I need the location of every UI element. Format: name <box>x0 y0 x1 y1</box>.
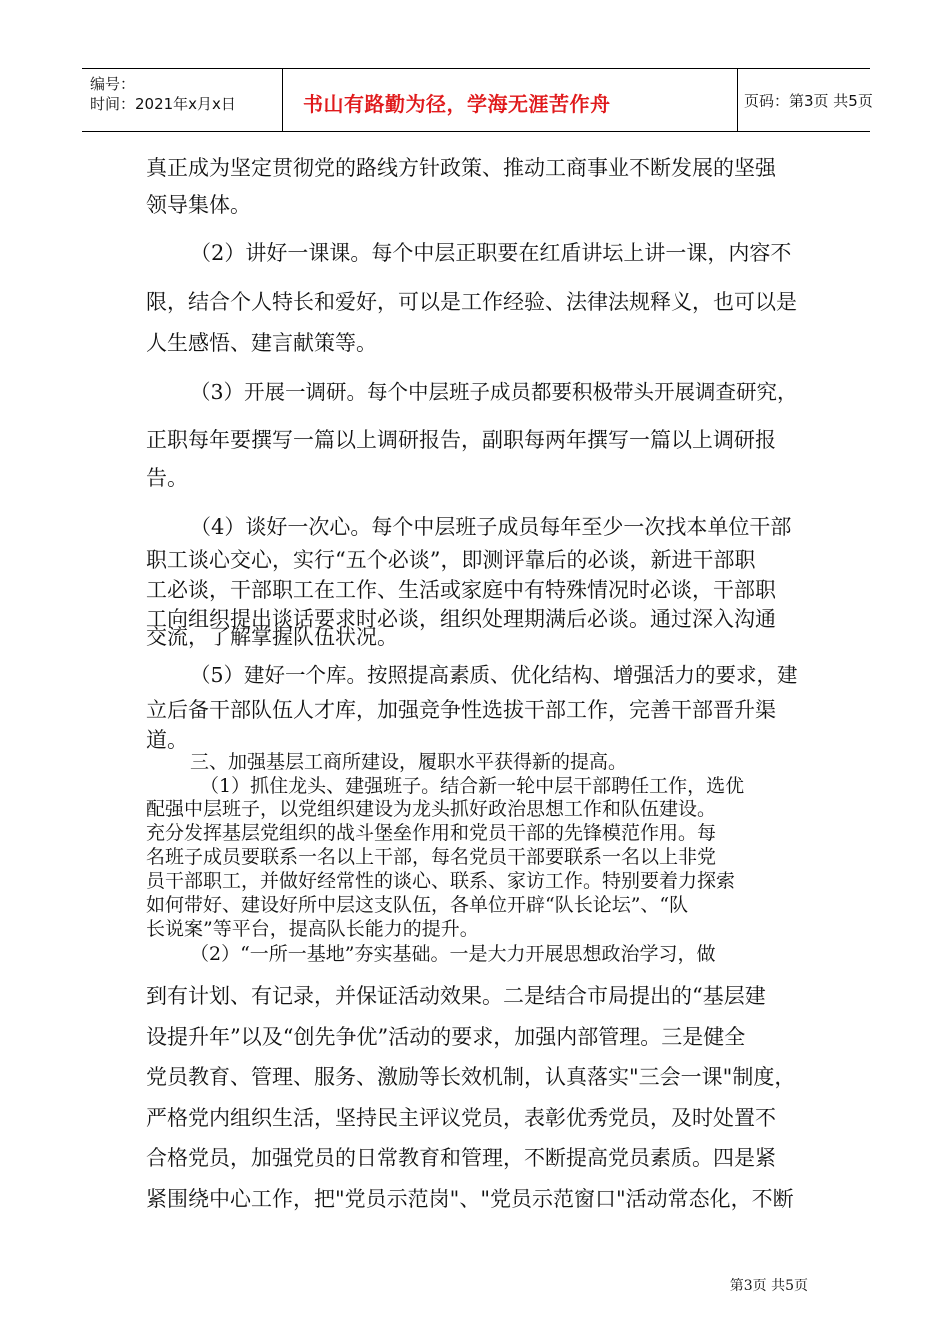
header-page-code: 页码：第3页 共5页 <box>744 92 873 110</box>
paragraph-item-1: （1）抓住龙头、建强班子。结合新一轮中层干部聘任工作，选优 <box>200 775 745 797</box>
body-line: 合格党员，加强党员的日常教育和管理，不断提高党员素质。四是紧 <box>146 1146 776 1170</box>
body-line: 工向组织提出谈话要求时必谈，组织处理期满后必谈。通过深入沟通 <box>146 607 776 631</box>
body-line: 充分发挥基层党组织的战斗堡垒作用和党员干部的先锋模范作用。每 <box>146 822 717 844</box>
body-line: 严格党内组织生活，坚持民主评议党员，表彰优秀党员，及时处置不 <box>146 1106 776 1130</box>
paragraph-item-5: （5）建好一个库。按照提高素质、优化结构、增强活力的要求，建 <box>190 663 798 687</box>
body-line: 正职每年要撰写一篇以上调研报告，副职每两年撰写一篇以上调研报 <box>146 428 776 452</box>
body-line: 紧围绕中心工作，把"党员示范岗"、"党员示范窗口"活动常态化，不断 <box>146 1187 794 1211</box>
body-line: 设提升年”以及“创先争优”活动的要求，加强内部管理。三是健全 <box>146 1025 746 1049</box>
paragraph-item-2: （2）讲好一课课。每个中层正职要在红盾讲坛上讲一课，内容不 <box>190 241 792 265</box>
page-footer: 第3页 共5页 <box>729 1278 808 1294</box>
body-line: 领导集体。 <box>146 193 251 217</box>
paragraph-item-4: （4）谈好一次心。每个中层班子成员每年至少一次找本单位干部 <box>190 515 792 539</box>
document-number-label: 编号： <box>90 75 136 93</box>
page-header <box>82 68 873 132</box>
body-line: 工必谈，干部职工在工作、生活或家庭中有特殊情况时必谈，干部职 <box>146 578 776 602</box>
body-line: 职工谈心交心，实行“五个必谈”，即测评靠后的必谈，新进干部职 <box>146 548 756 572</box>
body-line: 告。 <box>146 466 188 490</box>
header-meta-cell <box>82 69 283 131</box>
body-line: 立后备干部队伍人才库，加强竞争性选拔干部工作，完善干部晋升渠 <box>146 698 776 722</box>
body-line: 名班子成员要联系一名以上干部，每名党员干部要联系一名以上非党 <box>146 846 717 868</box>
body-line: 党员教育、管理、服务、激励等长效机制，认真落实"三会一课"制度， <box>146 1065 796 1089</box>
body-line: 人生感悟、建言献策等。 <box>146 331 377 355</box>
header-motto: 书山有路勤为径，学海无涯苦作舟 <box>303 92 611 116</box>
section-heading-3: 三、加强基层工商所建设，履职水平获得新的提高。 <box>190 751 628 773</box>
body-line: 配强中层班子，以党组织建设为龙头抓好政治思想工作和队伍建设。 <box>146 798 717 820</box>
body-line: 员干部职工，并做好经常性的谈心、联系、家访工作。特别要着力探索 <box>146 870 736 892</box>
body-line: 道。 <box>146 728 188 752</box>
header-page-cell <box>738 69 873 131</box>
body-line: 长说案”等平台，提高队长能力的提升。 <box>146 918 479 940</box>
paragraph-item-2b: （2）“一所一基地”夯实基础。一是大力开展思想政治学习，做 <box>190 943 716 965</box>
body-line: 如何带好、建设好所中层这支队伍，各单位开辟“队长论坛”、“队 <box>146 894 689 916</box>
body-line: 到有计划、有记录，并保证活动效果。二是结合市局提出的“基层建 <box>146 984 766 1008</box>
body-line: 限，结合个人特长和爱好，可以是工作经验、法律法规释义，也可以是 <box>146 290 797 314</box>
document-date-label: 时间：2021年x月x日 <box>90 95 236 113</box>
paragraph-item-3: （3）开展一调研。每个中层班子成员都要积极带头开展调查研究， <box>190 380 798 404</box>
body-line: 真正成为坚定贯彻党的路线方针政策、推动工商事业不断发展的坚强 <box>146 156 776 180</box>
header-motto-cell <box>283 69 738 131</box>
body-line: 交流，了解掌握队伍状况。 <box>146 625 398 649</box>
